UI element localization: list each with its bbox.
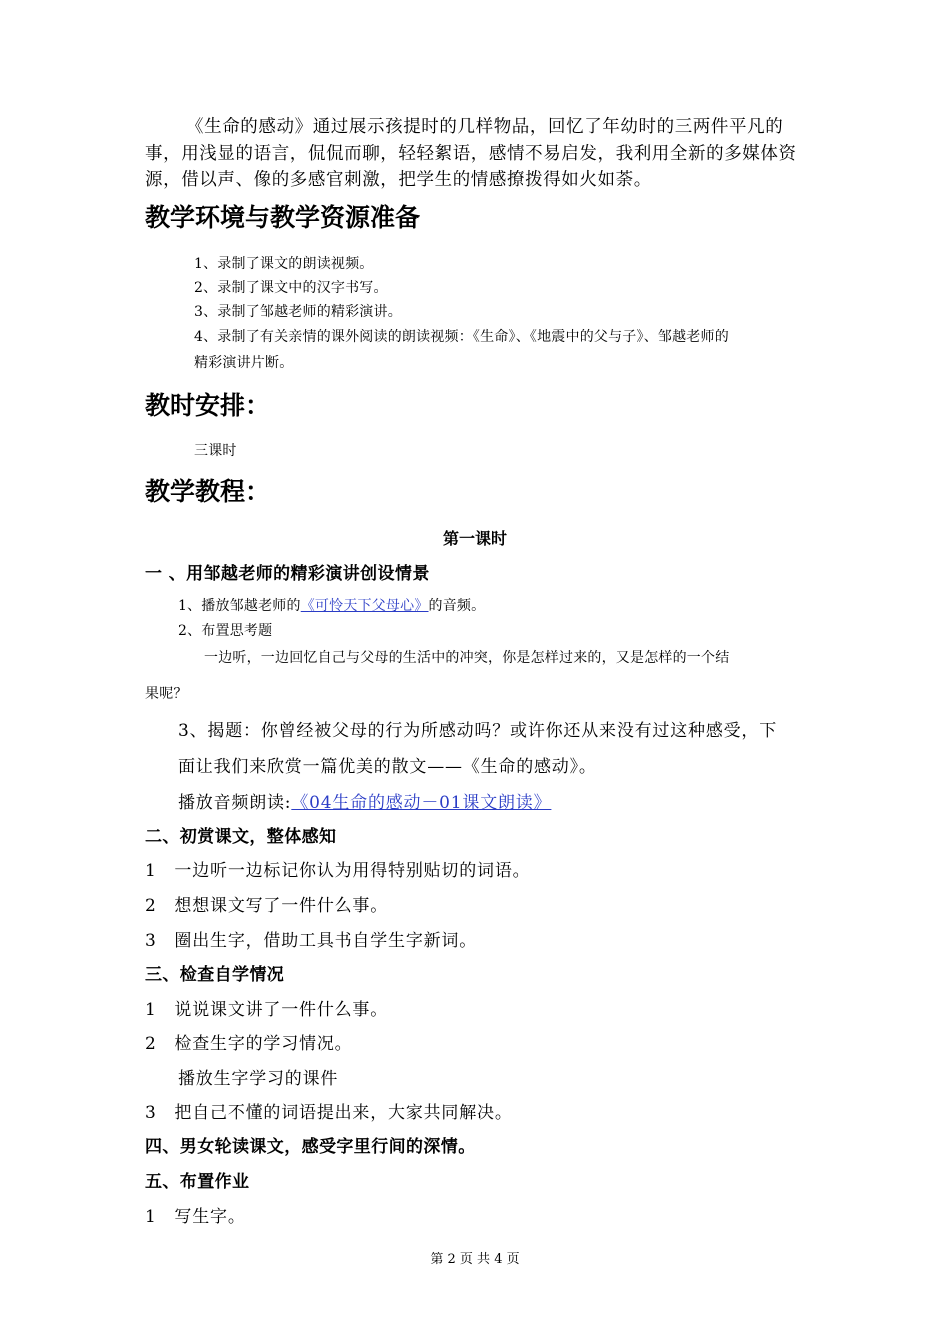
env-item-2: 2、录制了课文中的汉字书写。	[194, 280, 388, 296]
s1-item-3-line-1: 3、揭题：你曾经被父母的行为所感动吗？或许你还从来没有过这种感受，下	[178, 721, 778, 741]
section-5-title: 五、布置作业	[145, 1172, 250, 1192]
s1-item-2: 2、布置思考题	[178, 623, 273, 639]
audio-link-reading[interactable]: 《04生命的感动－01课文朗读》	[291, 793, 552, 813]
s1-play	[178, 788, 551, 813]
s2-item-3: 3 圈出生字，借助工具书自学生字新词。	[145, 931, 478, 951]
s1-item-1-suffix: 的音频。	[428, 598, 486, 614]
s2-item-1: 1 一边听一边标记你认为用得特别贴切的词语。	[145, 861, 531, 881]
intro-line-3: 源，借以声、像的多感官刺激，把学生的情感撩拨得如火如荼。	[145, 170, 652, 190]
env-item-1: 1、录制了课文的朗读视频。	[194, 256, 374, 272]
intro-line-2: 事，用浅显的语言，侃侃而聊，轻轻絮语，感情不易启发，我利用全新的多媒体资	[145, 144, 797, 164]
s1-play-prefix: 播放音频朗读:	[178, 793, 292, 813]
s3-item-3: 3 把自己不懂的词语提出来，大家共同解决。	[145, 1103, 513, 1123]
s3-item-1: 1 说说课文讲了一件什么事。	[145, 1000, 389, 1020]
env-item-4-cont: 精彩演讲片断。	[194, 355, 294, 371]
lesson-title: 第一课时	[442, 529, 507, 548]
env-item-4: 4、录制了有关亲情的课外阅读的朗读视频：《生命》、《地震中的父与子》、邹越老师的	[194, 329, 729, 345]
s1-item-3-line-2: 面让我们来欣赏一篇优美的散文——《生命的感动》。	[178, 757, 597, 777]
s1-item-1	[178, 595, 485, 615]
s5-item-1: 1 写生字。	[145, 1207, 246, 1227]
section-1-title: 一 、用邹越老师的精彩演讲创设情景	[145, 564, 430, 584]
env-item-3: 3、录制了邹越老师的精彩演讲。	[194, 304, 402, 320]
s2-item-2: 2 想想课文写了一件什么事。	[145, 896, 389, 916]
process-heading: 教学教程：	[145, 477, 271, 506]
audio-link-parents[interactable]: 《可怜天下父母心》	[300, 598, 429, 614]
s3-item-2: 2 检查生字的学习情况。	[145, 1034, 353, 1054]
s1-question-line-2: 果呢？	[145, 686, 188, 702]
s1-item-1-prefix: 1、播放邹越老师的	[178, 598, 301, 614]
page-footer: 第 2 页 共 4 页	[430, 1252, 520, 1267]
env-heading: 教学环境与教学资源准备	[145, 203, 421, 232]
intro-line-1: 《生命的感动》通过展示孩提时的几样物品，回忆了年幼时的三两件平凡的	[186, 117, 784, 137]
schedule-value: 三课时	[194, 443, 237, 459]
section-2-title: 二、初赏课文，整体感知	[145, 827, 337, 847]
section-3-title: 三、检查自学情况	[145, 965, 285, 985]
schedule-heading: 教时安排：	[145, 391, 271, 420]
s1-question-line-1: 一边听，一边回忆自己与父母的生活中的冲突，你是怎样过来的，又是怎样的一个结	[204, 650, 730, 666]
section-4-title: 四、男女轮读课文，感受字里行间的深情。	[145, 1137, 476, 1157]
s3-item-2-note: 播放生字学习的课件	[178, 1069, 339, 1089]
